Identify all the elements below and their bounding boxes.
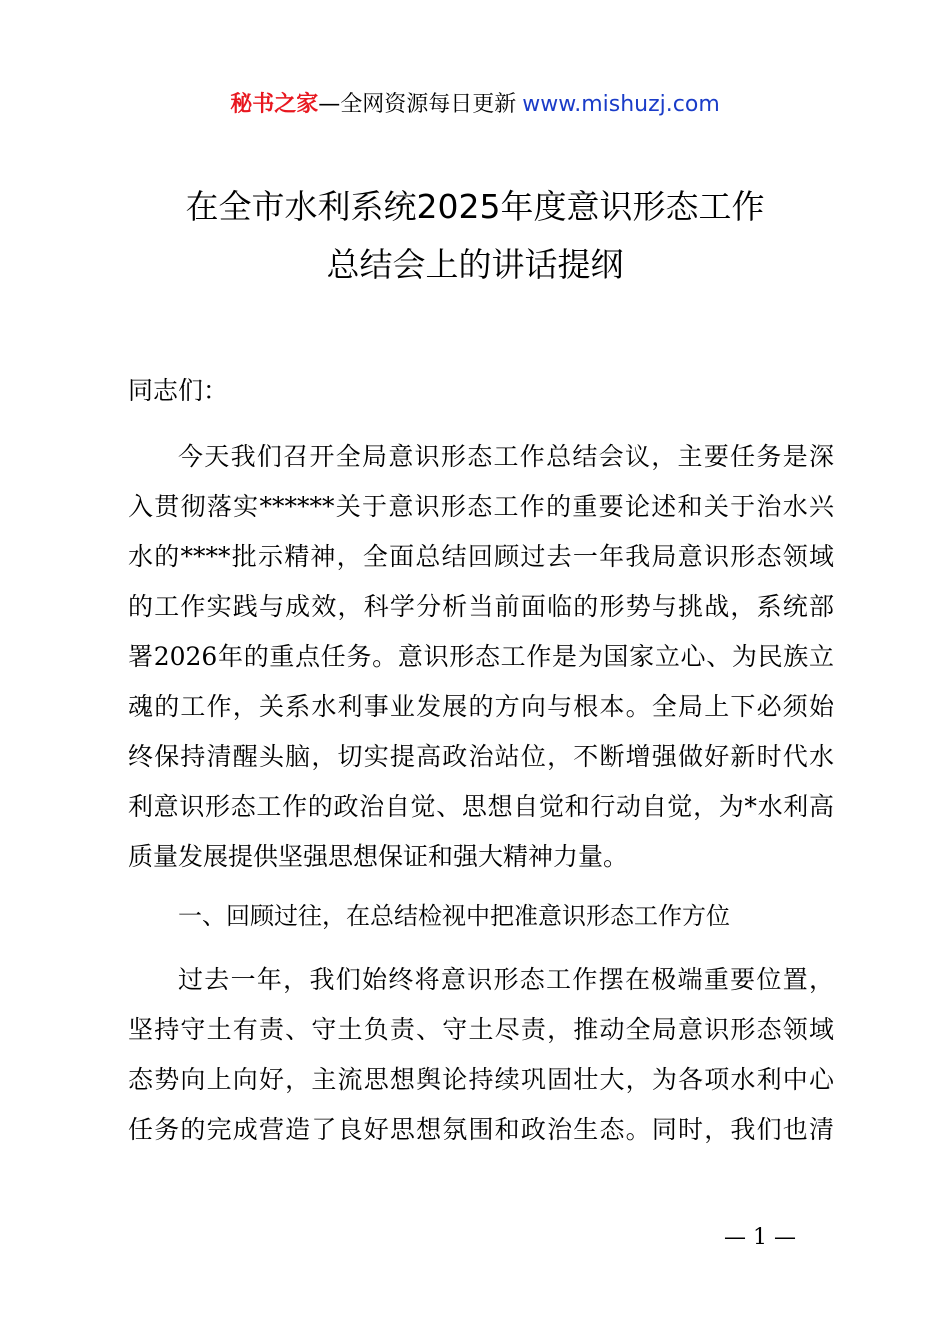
paragraph-line: 利意识形态工作的政治自觉、思想自觉和行动自觉，为*水利高	[128, 792, 834, 821]
paragraph-review	[128, 955, 834, 1155]
paragraph-line: 质量发展提供坚强思想保证和强大精神力量。	[128, 842, 629, 871]
site-tagline: —全网资源每日更新	[318, 92, 517, 117]
paragraph-line: 的工作实践与成效，科学分析当前面临的形势与挑战，系统部	[128, 592, 834, 621]
paragraph-line: 水的****批示精神，全面总结回顾过去一年我局意识形态领域	[128, 542, 834, 571]
paragraph-line: 魂的工作，关系水利事业发展的方向与根本。全局上下必须始	[128, 692, 834, 721]
paragraph-line: 坚持守土有责、守土负责、守土尽责，推动全局意识形态领域	[128, 1015, 834, 1044]
paragraph-line: 过去一年，我们始终将意识形态工作摆在极端重要位置，	[178, 965, 834, 994]
salutation: 同志们：	[128, 376, 229, 405]
page-number: — 1 —	[724, 1225, 796, 1250]
title-line-2: 总结会上的讲话提纲	[326, 245, 624, 284]
site-url-link[interactable]: www.mishuzj.com	[522, 92, 720, 117]
paragraph-line: 入贯彻落实******关于意识形态工作的重要论述和关于治水兴	[128, 492, 834, 521]
section-heading-1: 一、回顾过往，在总结检视中把准意识形态工作方位	[178, 902, 730, 930]
paragraph-line: 任务的完成营造了良好思想氛围和政治生态。同时，我们也清	[128, 1115, 834, 1144]
site-brand: 秘书之家	[230, 92, 319, 117]
paragraph-line: 终保持清醒头脑，切实提高政治站位，不断增强做好新时代水	[128, 742, 834, 771]
title-line-1: 在全市水利系统2025年度意识形态工作	[185, 187, 765, 226]
document-title	[0, 178, 950, 294]
site-header	[0, 88, 950, 122]
paragraph-line: 态势向上向好，主流思想舆论持续巩固壮大，为各项水利中心	[128, 1065, 834, 1094]
paragraph-intro	[128, 432, 834, 882]
paragraph-line: 署2026年的重点任务。意识形态工作是为国家立心、为民族立	[128, 642, 834, 671]
paragraph-line: 今天我们召开全局意识形态工作总结会议，主要任务是深	[178, 442, 834, 471]
